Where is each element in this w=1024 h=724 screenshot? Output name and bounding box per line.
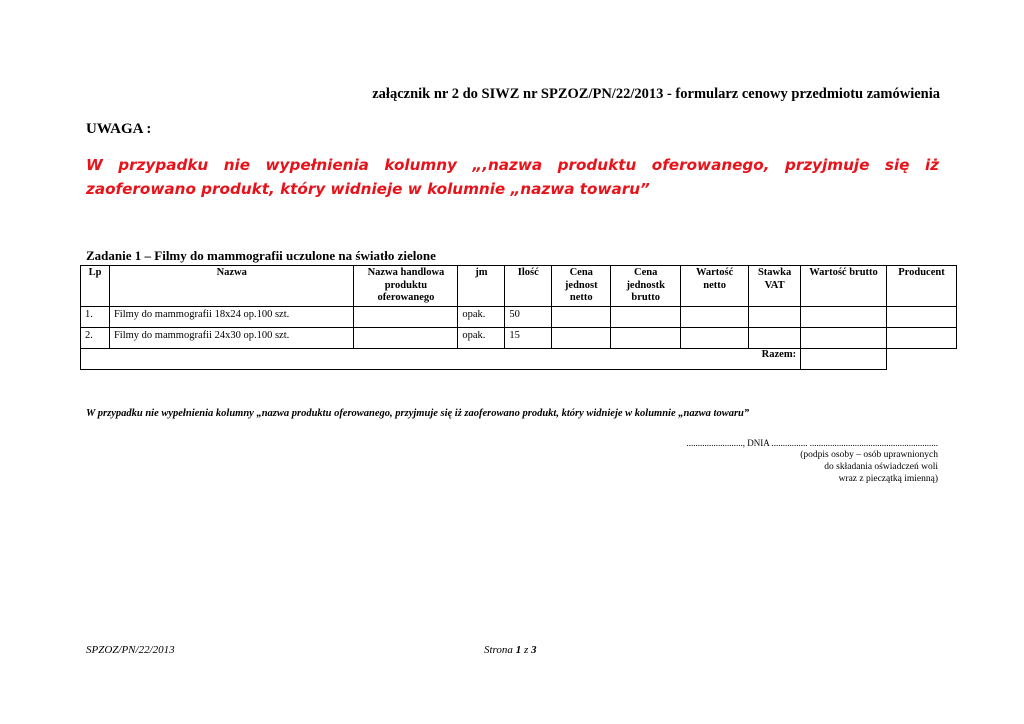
col-header-jm: jm: [458, 266, 505, 307]
cell-cena-netto[interactable]: [552, 307, 611, 328]
col-header-wartosc-brutto: Wartość brutto: [801, 266, 887, 307]
cell-jm: opak.: [458, 307, 505, 328]
cell-stawka-vat[interactable]: [749, 307, 801, 328]
signature-date-line: ........................., DNIA ................ .........................................................: [686, 438, 938, 448]
signature-caption-2: do składania oświadczeń woli: [824, 462, 938, 472]
cell-wartosc-netto[interactable]: [681, 307, 749, 328]
cell-cena-netto[interactable]: [552, 328, 611, 349]
cell-wartosc-brutto[interactable]: [801, 328, 887, 349]
cell-cena-brutto[interactable]: [611, 307, 681, 328]
cell-lp: 2.: [81, 328, 110, 349]
cell-cena-brutto[interactable]: [611, 328, 681, 349]
footer-reference: SPZOZ/PN/22/2013: [86, 644, 175, 656]
cell-producent[interactable]: [886, 307, 956, 328]
cell-jm: opak.: [458, 328, 505, 349]
note-text: W przypadku nie wypełnienia kolumny „nazwa produktu oferowanego, przyjmuje się iż zaoferowano produkt, który widnieje w kolumnie „nazwa towaru”: [86, 408, 750, 419]
table-row: [81, 307, 957, 328]
table-header-row: [81, 266, 957, 307]
total-label: Razem:: [81, 349, 801, 370]
cell-ilosc: 50: [505, 307, 552, 328]
page-separator: z: [523, 644, 529, 656]
total-empty-cell: [886, 349, 956, 370]
price-table: [80, 265, 957, 370]
col-header-wartosc-netto: Wartość netto: [681, 266, 749, 307]
uwaga-heading: UWAGA :: [86, 121, 152, 137]
col-header-nazwa: Nazwa: [109, 266, 354, 307]
cell-wartosc-netto[interactable]: [681, 328, 749, 349]
cell-ilosc: 15: [505, 328, 552, 349]
cell-nazwa: Filmy do mammografii 24x30 op.100 szt.: [109, 328, 354, 349]
cell-producent[interactable]: [886, 328, 956, 349]
warning-text: W przypadku nie wypełnienia kolumny „,nazwa produktu oferowanego, przyjmuje się iż zaoferowano produkt, który widnieje w kolumnie „nazwa towaru”: [86, 156, 939, 198]
col-header-producent: Producent: [886, 266, 956, 307]
signature-caption-1: (podpis osoby – osób uprawnionych: [800, 450, 938, 460]
col-header-stawka-vat: Stawka VAT: [749, 266, 801, 307]
page-total: 3: [530, 644, 537, 656]
col-header-cena-netto: Cena jednost netto: [552, 266, 611, 307]
cell-wartosc-brutto[interactable]: [801, 307, 887, 328]
col-header-lp: Lp: [81, 266, 110, 307]
col-header-cena-brutto: Cena jednostk brutto: [611, 266, 681, 307]
task-title: Zadanie 1 – Filmy do mammografii uczulone na światło zielone: [86, 248, 436, 263]
page-current: 1: [515, 644, 522, 656]
table-total-row: [81, 349, 957, 370]
cell-stawka-vat[interactable]: [749, 328, 801, 349]
signature-caption-3: wraz z pieczątką imienną): [838, 474, 938, 484]
cell-nazwa: Filmy do mammografii 18x24 op.100 szt.: [109, 307, 354, 328]
col-header-nazwa-handlowa: Nazwa handlowa produktu oferowanego: [354, 266, 458, 307]
table-row: [81, 328, 957, 349]
total-value-cell[interactable]: [801, 349, 887, 370]
cell-nazwa-handlowa[interactable]: [354, 328, 458, 349]
footer-page-number: [484, 644, 536, 656]
cell-nazwa-handlowa[interactable]: [354, 307, 458, 328]
page-title: załącznik nr 2 do SIWZ nr SPZOZ/PN/22/2013 - formularz cenowy przedmiotu zamówienia: [372, 86, 940, 102]
page-prefix: Strona: [484, 644, 513, 656]
cell-lp: 1.: [81, 307, 110, 328]
col-header-ilosc: Ilość: [505, 266, 552, 307]
